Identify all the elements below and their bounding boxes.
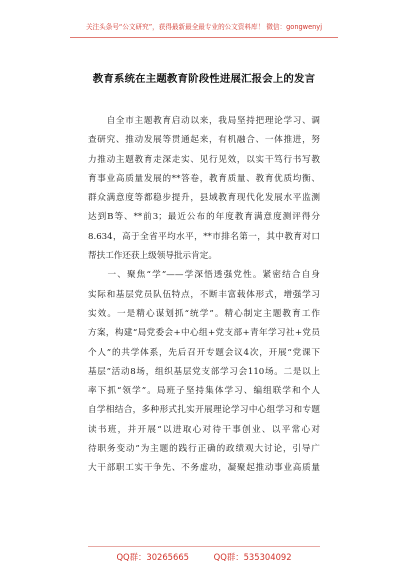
body-line: 自学相结合，多种形式扎实开展理论学习中心组学习和专题 [88, 405, 320, 416]
body-line: 群众满意度等都稳步提升，县域教育现代化发展水平监测 [88, 193, 320, 204]
header-divider [70, 37, 338, 38]
body-line: 大干部职工实干争先、不务虚功，凝聚起推动事业高质量 [88, 463, 320, 474]
header-banner: 关注头条号“公文研究”，获得最新最全最专业的公文资料库！ 微信：gongwenyj [85, 23, 323, 31]
body-line: 自全市主题教育启动以来，我局坚持把理论学习、调 [88, 116, 320, 126]
body-line: 率下抓“领学”。局班子坚持集体学习、编组联学和个人 [88, 386, 320, 397]
body-line: 力推动主题教育走深走实、见行见效，以实干笃行书写教 [88, 154, 320, 165]
body-line: 方案，构建“局党委会+中心组+党支部+青年学习社+党员 [88, 328, 320, 339]
body-line: 实效。一是精心谋划抓“统学”。精心制定主题教育工作 [88, 308, 320, 319]
body-line: 查研究、推动发展等贯通起来，有机融合、一体推进，努 [88, 135, 320, 146]
body-line: 实际和基层党员队伍特点，不断丰富载体形式，增强学习 [88, 289, 320, 300]
body-line: 个人”的共学体系，先后召开专题会议4次，开展“党课下 [88, 347, 320, 358]
body-line: 达到B等、**前3；最近公布的年度教育满意度测评得分 [88, 212, 320, 223]
qq-group-1: QQ群：30265665 [116, 552, 189, 562]
body-line: 帮扶工作还获上级领导批示肯定。 [88, 251, 217, 262]
body-line: 读书班，并开展“以进取心对待干事创业、以平常心对 [88, 424, 320, 435]
document-body [88, 112, 320, 479]
document-title: 教育系统在主题教育阶段性进展汇报会上的发言 [92, 73, 316, 85]
footer-divider [88, 546, 320, 547]
footer [0, 551, 408, 563]
body-line: 8.634，高于全省平均水平，**市排名第一，其中教育对口 [88, 231, 320, 242]
qq-group-2: QQ群：535304092 [213, 552, 292, 562]
body-line: 待职务变动”为主题的践行正确的政绩观大讨论，引导广 [88, 444, 320, 455]
body-line: 育事业高质量发展的**答卷，教育质量、教育优质均衡、 [88, 173, 320, 184]
body-line: 一、聚焦“学”——学深悟透强党性。紧密结合自身 [88, 270, 320, 281]
body-line: 基层”活动8场，组织基层党支部学习会110场。二是以上 [88, 366, 320, 377]
